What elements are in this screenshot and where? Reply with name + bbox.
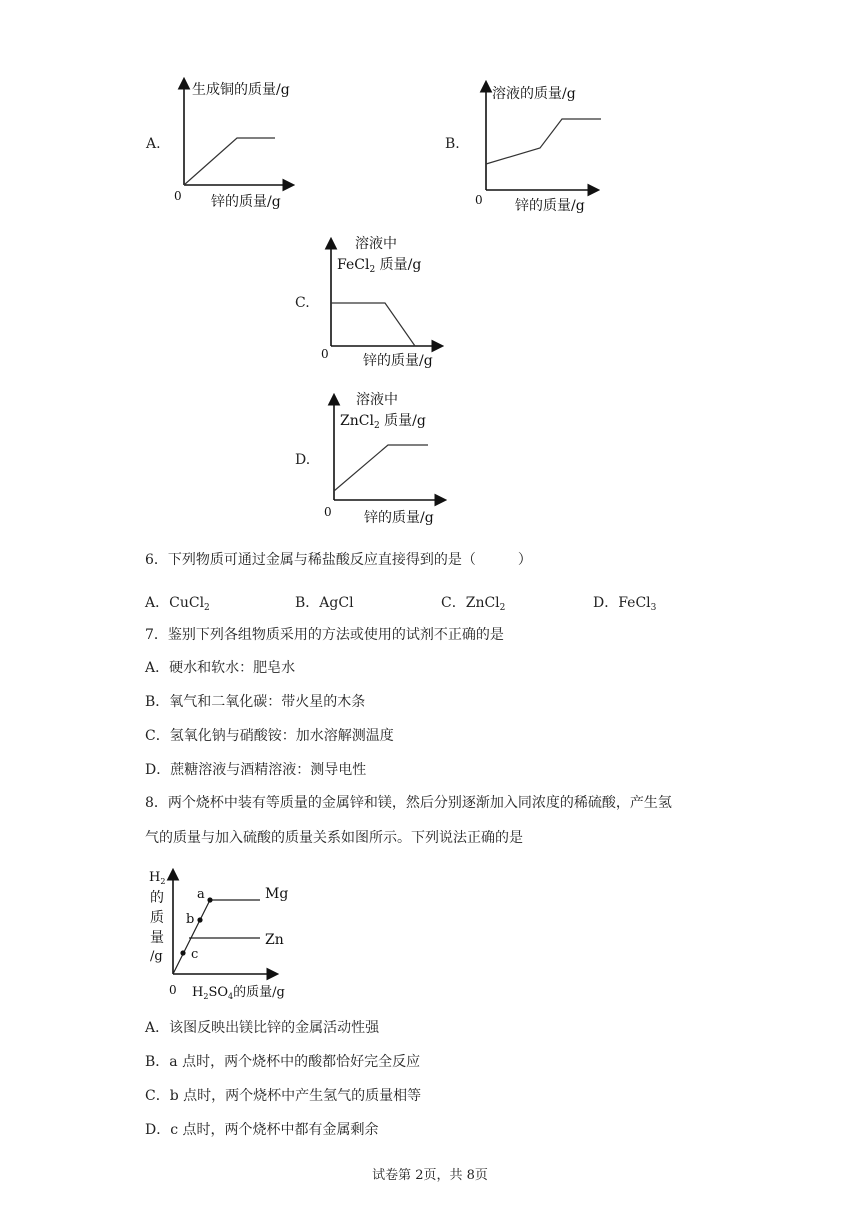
option-b-letter: B. (445, 136, 460, 152)
y-axis-label-line1: 溶液中 (355, 236, 397, 252)
q6-option-d: D．FeCl$_3$ (593, 595, 657, 613)
x-axis-label: $H_2SO_4$的质量/g (192, 985, 285, 1001)
series-mg-label: Mg (265, 886, 289, 902)
q8-option-b: B．a 点时，两个烧杯中的酸都恰好完全反应 (145, 1054, 421, 1070)
graph-line (331, 303, 415, 346)
y-axis-label-line2: FeCl$_2$ 质量/g (337, 257, 422, 275)
point-b (197, 917, 202, 922)
graph-option-d (318, 388, 458, 528)
origin-label: 0 (174, 189, 182, 203)
origin-label: 0 (169, 983, 177, 997)
q8-option-c: C．b 点时，两个烧杯中产生氢气的质量相等 (145, 1088, 422, 1104)
option-a-letter: A. (146, 136, 161, 152)
point-c (180, 950, 185, 955)
graph-option-c (315, 232, 455, 372)
q6-stem: 6．下列物质可通过金属与稀盐酸反应直接得到的是（ ） (145, 552, 532, 568)
option-d-letter: D. (295, 452, 311, 468)
point-c-label: c (191, 947, 199, 962)
graph-line (334, 445, 428, 491)
option-c-letter: C. (295, 295, 310, 311)
q6-option-c: C．ZnCl$_2$ (441, 595, 506, 613)
q6-option-a: A．CuCl$_2$ (145, 595, 210, 613)
y-axis-label-char2: 质 (150, 910, 164, 926)
q7-stem: 7．鉴别下列各组物质采用的方法或使用的试剂不正确的是 (145, 627, 504, 643)
q8-option-d: D．c 点时，两个烧杯中都有金属剩余 (145, 1122, 379, 1138)
q7-option-c: C．氢氧化钠与硝酸铵：加水溶解测温度 (145, 728, 394, 744)
x-axis-label: 锌的质量/g (363, 353, 433, 369)
x-axis-label: 锌的质量/g (515, 198, 585, 214)
q8-stem-line1: 8．两个烧杯中装有等质量的金属锌和镁，然后分别逐渐加入同浓度的稀硫酸，产生氢 (145, 795, 672, 811)
y-axis-label-h2: $H_2$ (149, 870, 166, 886)
graph-line (184, 138, 275, 185)
q8-stem-line2: 气的质量与加入硫酸的质量关系如图所示。下列说法正确的是 (145, 830, 523, 846)
graph-line (486, 119, 601, 164)
point-a (207, 897, 212, 902)
y-axis-label-line2: ZnCl$_2$ 质量/g (340, 413, 426, 431)
y-axis-label-char1: 的 (150, 890, 164, 906)
q7-option-b: B．氧气和二氧化碳：带火星的木条 (145, 694, 366, 710)
graph-option-b (465, 76, 615, 221)
q8-option-a: A．该图反映出镁比锌的金属活动性强 (145, 1020, 380, 1036)
origin-label: 0 (324, 505, 332, 519)
point-b-label: b (186, 912, 195, 927)
origin-label: 0 (321, 347, 329, 361)
y-axis-label-unit: /g (150, 949, 163, 964)
q7-option-a: A．硬水和软水：肥皂水 (145, 660, 296, 676)
point-a-label: a (197, 887, 205, 902)
x-axis-label: 锌的质量/g (364, 510, 434, 526)
y-axis-label-line1: 溶液中 (356, 392, 398, 408)
y-axis-label: 溶液的质量/g (492, 86, 576, 102)
x-axis-label: 锌的质量/g (211, 194, 281, 210)
q6-option-b: B．AgCl (295, 595, 354, 611)
page-footer: 试卷第 2页，共 8页 (372, 1168, 488, 1183)
graph-q8 (145, 866, 305, 1006)
y-axis-label-char3: 量 (150, 930, 164, 946)
q7-option-d: D．蔗糖溶液与酒精溶液：测导电性 (145, 762, 367, 778)
graph-option-a (165, 70, 315, 215)
series-zn-label: Zn (265, 932, 284, 948)
y-axis-label: 生成铜的质量/g (192, 82, 290, 98)
origin-label: 0 (475, 193, 483, 207)
q6-options (145, 592, 745, 612)
